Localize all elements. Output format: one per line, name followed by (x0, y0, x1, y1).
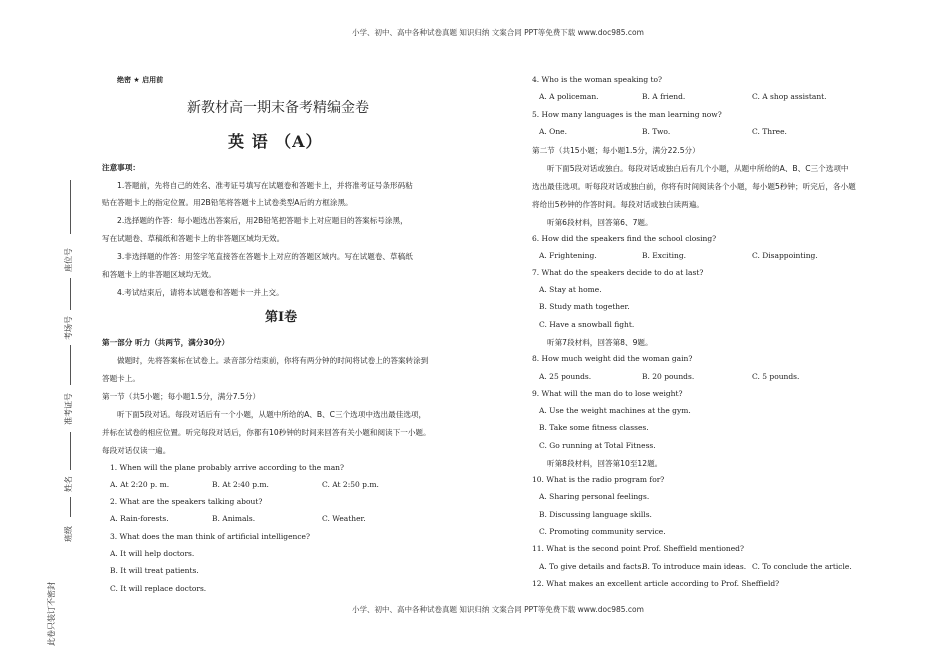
notice-line: 3.非选择题的作答：用签字笔直接答在答题卡上对应的答题区域内。写在试题卷、草稿纸 (117, 252, 413, 261)
class-underline (70, 497, 71, 517)
option-c: C. Promoting community service. (539, 527, 666, 536)
section1-heading: 第一节（共5小题；每小题1.5分，满分7.5分） (102, 392, 261, 401)
question-8: 8. How much weight did the woman gain? (532, 354, 693, 363)
option-a: A. Use the weight machines at the gym. (539, 406, 691, 415)
question-10: 10. What is the radio program for? (532, 475, 665, 484)
section2-intro: 选出最佳选项。听每段对话或独白前，你将有时间阅读各个小题，每小题5秒钟；听完后，各小题 (532, 182, 856, 191)
option-b: B. Discussing language skills. (539, 510, 652, 519)
option-a: A. Rain-forests. (110, 514, 169, 523)
question-1: 1. When will the plane probably arrive according to the man? (110, 463, 345, 472)
question-4: 4. Who is the woman speaking to? (532, 75, 663, 84)
page-header: 小学、初中、高中各种试卷真题 知识归纳 文案合同 PPT等免费下载 www.doc985.com (352, 28, 644, 37)
notice-line: 2.选择题的作答：每小题选出答案后，用2B铅笔把答题卡上对应题目的答案标号涂黑， (117, 216, 408, 225)
option-a: A. One. (539, 127, 567, 136)
question-5: 5. How many languages is the man learning now? (532, 110, 722, 119)
option-b: B. Exciting. (642, 251, 687, 260)
option-b: B. Study math together. (539, 302, 630, 311)
option-a: A. To give details and facts. (539, 562, 644, 571)
sidebar-seal-note: 此卷只装订不密封 (47, 582, 56, 646)
sidebar-seat-label: 座位号 (64, 248, 73, 272)
sidebar-ticket-label: 准考证号 (64, 393, 73, 425)
section2-intro: 听下面5段对话或独白。每段对话或独白后有几个小题，从题中所给的A、B、C三个选项中 (547, 164, 849, 173)
part1-intro: 做题时，先将答案标在试卷上。录音部分结束前，你将有两分钟的时间将试卷上的答案转涂到 (117, 356, 429, 365)
name-underline (70, 432, 71, 470)
room-underline (70, 278, 71, 310)
question-7: 7. What do the speakers decide to do at last? (532, 268, 704, 277)
sidebar-name-label: 姓名 (64, 476, 73, 492)
notice-line: 1.答题前，先将自己的姓名、准考证号填写在试题卷和答题卡上，并将准考证号条形码粘 (117, 181, 413, 190)
option-a: A. It will help doctors. (110, 549, 195, 558)
option-c: C. 5 pounds. (752, 372, 800, 381)
option-c: C. It will replace doctors. (110, 584, 207, 593)
ticket-underline (70, 345, 71, 385)
page-footer: 小学、初中、高中各种试卷真题 知识归纳 文案合同 PPT等免费下载 www.doc985.com (352, 605, 644, 614)
option-a: A. Frightening. (539, 251, 597, 260)
option-b: B. Animals. (212, 514, 256, 523)
option-c: C. A shop assistant. (752, 92, 827, 101)
section1-intro: 听下面5段对话。每段对话后有一个小题，从题中所给的A、B、C三个选项中选出最佳选项， (117, 410, 427, 419)
option-c: C. Have a snowball fight. (539, 320, 635, 329)
part1-intro: 答题卡上。 (102, 374, 140, 383)
option-b: B. It will treat patients. (110, 566, 199, 575)
section1-intro: 并标在试卷的相应位置。听完每段对话后，你都有10秒钟的时间来回答有关小题和阅读下一小题。 (102, 428, 431, 437)
option-b: B. At 2:40 p.m. (212, 480, 269, 489)
secret-mark: 绝密 ★ 启用前 (117, 76, 164, 84)
option-c: C. Weather. (322, 514, 366, 523)
question-2: 2. What are the speakers talking about? (110, 497, 263, 506)
notice-line: 4.考试结束后，请将本试题卷和答题卡一并上交。 (117, 288, 284, 297)
option-b: B. A friend. (642, 92, 686, 101)
question-6: 6. How did the speakers find the school closing? (532, 234, 717, 243)
question-9: 9. What will the man do to lose weight? (532, 389, 683, 398)
subject-title: 英 语 （A） (228, 132, 323, 151)
option-c: C. At 2:50 p.m. (322, 480, 379, 489)
option-a: A. 25 pounds. (539, 372, 592, 381)
option-c: C. To conclude the article. (752, 562, 852, 571)
notice-line: 贴在答题卡上的指定位置。用2B铅笔将答题卡上试卷类型A后的方框涂黑。 (102, 198, 353, 207)
notice-heading: 注意事项： (102, 163, 140, 172)
option-b: B. 20 pounds. (642, 372, 695, 381)
option-a: A. Stay at home. (539, 285, 602, 294)
question-11: 11. What is the second point Prof. Sheffield mentioned? (532, 544, 744, 553)
section1-intro: 每段对话仅读一遍。 (102, 446, 171, 455)
question-12: 12. What makes an excellent article according to Prof. Sheffield? (532, 579, 780, 588)
volume-title: 第Ⅰ卷 (265, 310, 298, 325)
option-b: B. Two. (642, 127, 671, 136)
option-b: B. To introduce main ideas. (642, 562, 747, 571)
section2-intro: 将给出5秒钟的作答时间。每段对话或独白读两遍。 (532, 200, 704, 209)
material-6-note: 听第6段材料，回答第6、7题。 (547, 218, 653, 227)
option-c: C. Three. (752, 127, 787, 136)
part1-heading: 第一部分 听力（共两节，满分30分） (102, 338, 230, 347)
notice-line: 写在试题卷、草稿纸和答题卡上的非答题区域均无效。 (102, 234, 285, 243)
option-c: C. Go running at Total Fitness. (539, 441, 656, 450)
option-b: B. Take some fitness classes. (539, 423, 649, 432)
question-3: 3. What does the man think of artificial intelligence? (110, 532, 311, 541)
seat-underline (70, 180, 71, 234)
notice-line: 和答题卡上的非答题区域均无效。 (102, 270, 216, 279)
section2-heading: 第二节（共15小题；每小题1.5分，满分22.5分） (532, 146, 700, 155)
sidebar-room-label: 考场号 (64, 316, 73, 340)
material-8-note: 听第8段材料，回答第10至12题。 (547, 459, 663, 468)
option-a: A. A policeman. (539, 92, 599, 101)
sidebar-class-label: 班级 (64, 526, 73, 542)
material-7-note: 听第7段材料，回答第8、9题。 (547, 338, 653, 347)
exam-title: 新教材高一期末备考精编金卷 (187, 100, 369, 116)
option-a: A. Sharing personal feelings. (539, 492, 650, 501)
option-c: C. Disappointing. (752, 251, 818, 260)
option-a: A. At 2:20 p. m. (110, 480, 170, 489)
